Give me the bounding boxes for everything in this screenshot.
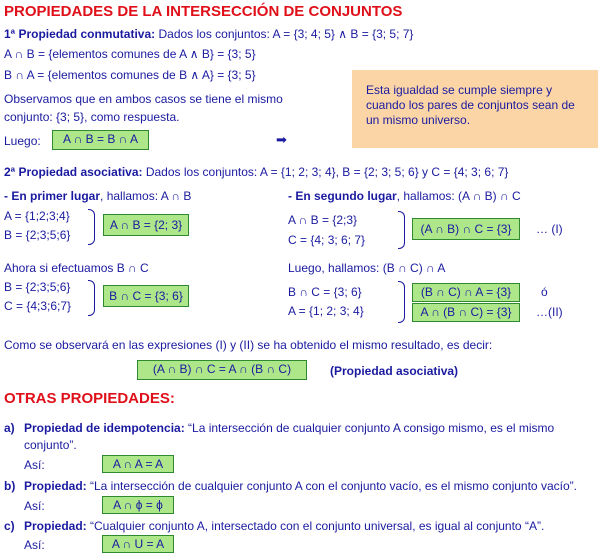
p2-tag-one: … (I) [536, 222, 563, 236]
p2-first-result: A ∩ B = {2; 3} [103, 214, 189, 236]
p2-ahora-set-c: C = {4;3;6;7} [4, 299, 72, 313]
p2-first-set-a: A = {1;2;3;4} [4, 209, 70, 223]
otras-c-heading: Propiedad: [24, 519, 87, 533]
otras-title: OTRAS PROPIEDADES: [4, 390, 175, 407]
p2-second-step [288, 189, 521, 203]
otras-c-line [24, 519, 544, 533]
p2-luego-result-2: A ∩ (B ∩ C) = {3} [412, 303, 520, 322]
p2-ahora: Ahora si efectuamos B ∩ C [4, 261, 149, 275]
brace-icon [398, 211, 405, 249]
p1-intro: Dados los conjuntos: A = {3; 4; 5} ∧ B = {3; 5; 7} [155, 27, 414, 41]
p1-intro-line [4, 27, 413, 41]
p2-second-set-ab: A ∩ B = {2;3} [288, 213, 358, 227]
p2-or: ó [541, 285, 548, 299]
otras-c-box: A ∩ U = A [102, 535, 174, 553]
p2-tag-two: …(II) [536, 305, 563, 319]
p2-luego-set-bc: B ∩ C = {3; 6} [288, 285, 362, 299]
p2-first-label: - En primer lugar [4, 189, 101, 203]
otras-b-letter: b) [4, 479, 16, 493]
p2-luego: Luego, hallamos: (B ∩ C) ∩ A [288, 261, 446, 275]
p2-intro-line [4, 165, 508, 179]
p2-final-label: (Propiedad asociativa) [330, 364, 459, 378]
brace-icon [88, 280, 95, 316]
otras-c-text: “Cualquier conjunto A, intersectado con el conjunto universal, es igual al conjunto “A”. [86, 519, 545, 533]
p2-conclusion: Como se observará en las expresiones (I) y (II) se ha obtenido el mismo resultado, es decir: [4, 338, 493, 352]
p1-luego: Luego: [4, 134, 41, 148]
p2-luego-result-1: (B ∩ C) ∩ A = {3} [412, 283, 520, 302]
otras-b-asi: Así: [24, 499, 45, 513]
p2-ahora-set-b: B = {2;3;5;6} [4, 280, 71, 294]
brace-icon [398, 281, 405, 323]
otras-b-box: A ∩ ϕ = ϕ [102, 496, 174, 514]
otras-a-text: “La intersección de cualquier conjunto A consigo mismo, es el mismo [184, 421, 555, 435]
otras-c-asi: Así: [24, 538, 45, 552]
p1-heading: 1ª Propiedad conmutativa: [4, 27, 156, 41]
p2-heading: 2ª Propiedad asociativa: [4, 165, 143, 179]
otras-c-letter: c) [4, 519, 15, 533]
arrow-right-icon: ➡ [276, 132, 287, 147]
otras-a-heading: Propiedad de idempotencia: [24, 421, 185, 435]
p1-line2: B ∩ A = {elementos comunes de B ∧ A} = {3; 5} [4, 68, 256, 82]
p2-final-box: (A ∩ B) ∩ C = A ∩ (B ∩ C) [137, 360, 307, 380]
p2-second-set-c: C = {4; 3; 6; 7} [288, 233, 366, 247]
otras-a-box: A ∩ A = A [102, 455, 174, 473]
otras-b-line [24, 479, 577, 493]
p2-intro: Dados los conjuntos: A = {1; 2; 3; 4}, B = {2; 3; 5; 6} y C = {4; 3; 6; 7} [142, 165, 509, 179]
p2-first-step [4, 189, 191, 203]
p2-second-rest: , hallamos: (A ∩ B) ∩ C [396, 189, 521, 203]
brace-icon [88, 209, 95, 245]
p2-first-set-b: B = {2;3;5;6} [4, 228, 71, 242]
p1-observation-1: Observamos que en ambos casos se tiene el mismo [4, 92, 283, 106]
otras-b-heading: Propiedad: [24, 479, 87, 493]
p1-note-box: Esta igualdad se cumple siempre y cuando los pares de conjuntos sean de un mismo universo. [352, 70, 598, 148]
p2-second-result: (A ∩ B) ∩ C = {3} [412, 218, 520, 240]
otras-a-asi: Así: [24, 458, 45, 472]
p2-second-label: - En segundo lugar [288, 189, 397, 203]
p1-observation-2: conjunto: {3; 5}, como respuesta. [4, 110, 180, 124]
otras-a-line [24, 421, 554, 435]
p2-luego-set-a: A = {1; 2; 3; 4} [288, 304, 364, 318]
p1-line1: A ∩ B = {elementos comunes de A ∧ B} = {3; 5} [4, 47, 256, 61]
otras-b-text: “La intersección de cualquier conjunto A con el conjunto vacío, es el mismo conjunto vacío”. [86, 479, 577, 493]
otras-a-text-2: conjunto”. [24, 438, 77, 452]
page-title: PROPIEDADES DE LA INTERSECCIÓN DE CONJUNTOS [4, 3, 403, 20]
p2-ahora-result: B ∩ C = {3; 6} [103, 285, 189, 307]
otras-a-letter: a) [4, 421, 15, 435]
p1-result-box: A ∩ B = B ∩ A [52, 130, 149, 150]
p2-first-rest: , hallamos: A ∩ B [100, 189, 192, 203]
